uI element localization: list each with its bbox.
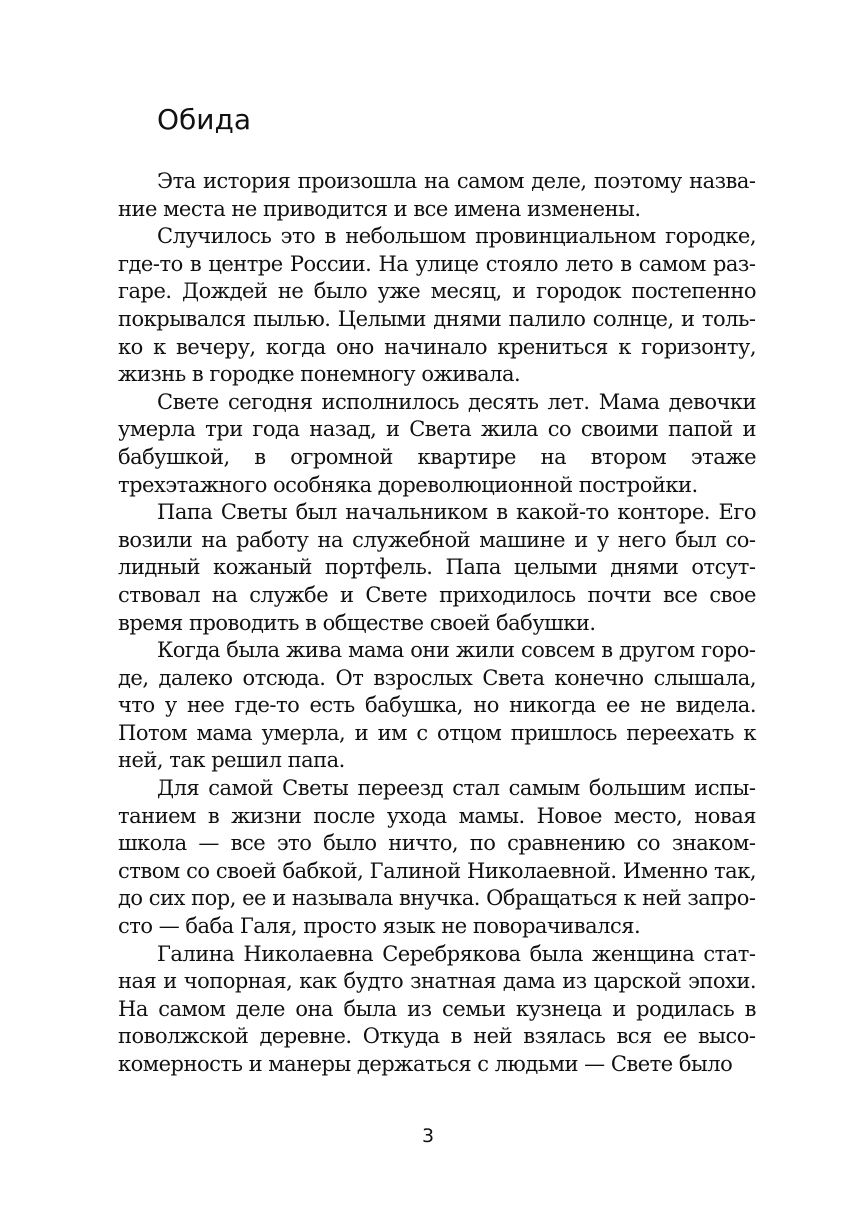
page-number: 3 — [421, 1125, 435, 1147]
paragraph: Галина Николаевна Серебрякова была женщина статная и чопорная, как будто знатная дама из царской эпохи. На самом деле она была из семьи кузнеца и родилась в поволжской деревне. Откуда в ней взялась вся ее высокомерность и манеры держаться с людьми — Свете было — [118, 941, 756, 1076]
paragraph: Случилось это в небольшом провинциальном городке, где-то в центре России. На улице стояло лето в самом разгаре. Дождей не было уже месяц, и городок постепенно покрывался пылью. Целыми днями палило солнце, и только к вечеру, когда оно начинало крениться к горизонту, жизнь в городке понемногу оживала. — [118, 224, 756, 387]
chapter-title: Обида — [157, 103, 252, 136]
chapter-body — [118, 168, 756, 1079]
paragraph: Папа Светы был начальником в какой-то конторе. Его возили на работу на служебной машине и у него был солидный кожаный портфель. Папа целыми днями отсутствовал на службе и Свете приходилось почти все свое время проводить в обществе своей бабушки. — [118, 500, 756, 635]
paragraph: Когда была жива мама они жили совсем в другом городе, далеко отсюда. От взрослых Света конечно слышала, что у нее где-то есть бабушка, но никогда ее не видела. Потом мама умерла, и им с отцом пришлось переехать к ней, так решил папа. — [118, 638, 756, 773]
paragraph: Для самой Светы переезд стал самым большим испытанием в жизни после ухода мамы. Новое место, новая школа — все это было ничто, по сравнению со знакомством со своей бабкой, Галиной Николаевной. Именно так, до сих пор, ее и называла внучка. Обращаться к ней запросто — баба Галя, просто язык не поворачивался. — [118, 776, 756, 939]
paragraph: Эта история произошла на самом деле, поэтому название места не приводится и все имена изменены. — [118, 169, 756, 221]
paragraph: Свете сегодня исполнилось десять лет. Мама девочки умерла три года назад, и Света жила со своими папой и бабушкой, в огромной квартире на втором этаже трехэтажного особняка дореволюционной постройки. — [118, 389, 756, 497]
